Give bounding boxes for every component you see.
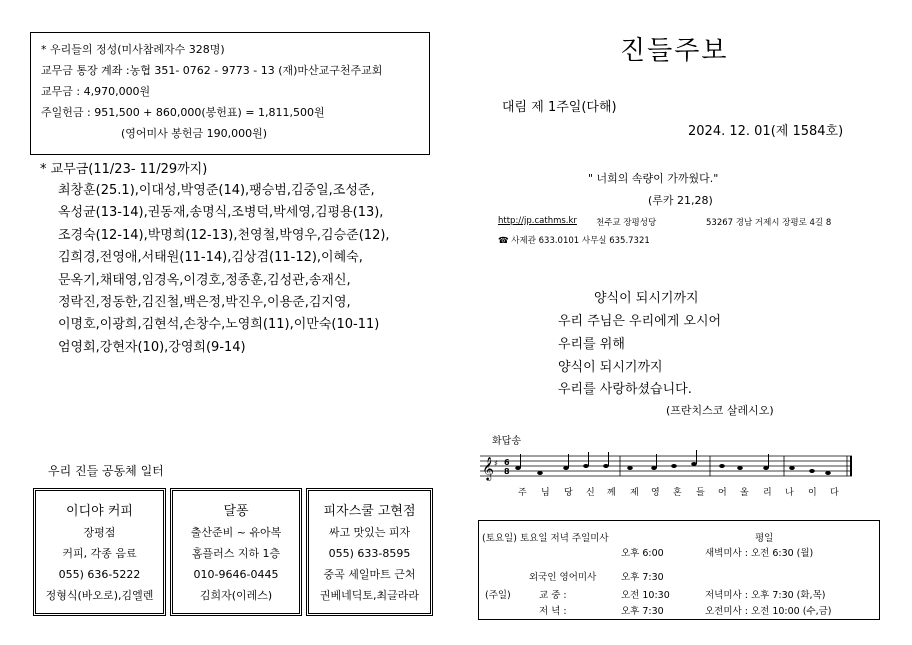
lyric-syllable: 주	[518, 488, 527, 498]
parish-name: 천주교 장평성당	[596, 218, 657, 228]
sunday-collection: 주일헌금 : 951,500 + 860,000(봉헌표) = 1,811,500원	[41, 106, 325, 119]
english-mass-offering: (영어미사 봉헌금 190,000원)	[121, 127, 268, 140]
music-staff	[478, 448, 858, 484]
parish-phone: ☎ 사제관 633.0101 사무실 635.7321	[498, 236, 650, 246]
lyric-syllable: 영	[651, 488, 660, 498]
offerers-line: 최창훈(25.1),이대성,박영준(14),팽승범,김중일,조성준,	[58, 183, 375, 198]
shop-line: 중곡 세일마트 근처	[323, 568, 416, 581]
lyric-syllable: 신	[586, 488, 595, 498]
shop-line: 싸고 맛있는 피자	[328, 526, 411, 539]
mass-schedule-box	[478, 520, 880, 620]
saturday-mass-time: 오후 6:00	[621, 548, 664, 559]
sunday-evening-time: 오후 7:30	[621, 606, 664, 617]
parish-url[interactable]: http://jp.cathms.kr	[498, 216, 577, 226]
offering-heading: * 우리들의 정성(미사참례자수 328명)	[41, 43, 225, 56]
lyric-syllable: 나	[785, 488, 794, 498]
lyric-syllable: 어	[718, 488, 727, 498]
svg-text:6: 6	[504, 458, 510, 467]
lyric-syllable: 제	[630, 488, 639, 498]
poem-line: 우리를 사랑하셨습니다.	[558, 382, 692, 397]
parish-address: 53267 경남 거제시 장평로 4길 8	[706, 218, 832, 228]
shop-line: 055) 633-8595	[328, 547, 411, 560]
psalm-label: 화답송	[492, 436, 521, 447]
shop-card	[306, 488, 433, 616]
saturday-mass-label: (토요일) 토요일 저녁 주일미사	[482, 533, 609, 544]
lyric-syllable: 이	[808, 488, 817, 498]
poem-line: 우리를 위해	[558, 337, 625, 352]
shop-line: 권베네딕토,최글라라	[319, 589, 420, 602]
sunday-evening-label: 저 녁 :	[539, 606, 567, 617]
lyric-syllable: 당	[564, 488, 573, 498]
shop-card	[170, 488, 302, 616]
lyric-syllable: 께	[607, 488, 616, 498]
svg-text:♯: ♯	[494, 459, 498, 468]
offerers-title: * 교무금(11/23- 11/29까지)	[40, 162, 208, 177]
liturgical-season: 대림 제 1주일(다해)	[502, 100, 617, 115]
lyric-syllable: 올	[740, 488, 749, 498]
sunday-main-time: 오전 10:30	[621, 590, 670, 601]
offerers-line: 김희경,전영애,서태원(11-14),김상겸(11-12),이혜숙,	[58, 250, 363, 266]
foreign-mass-label: 외국인 영어미사	[529, 572, 597, 583]
community-title: 우리 진들 공동체 일터	[48, 464, 164, 478]
scripture-quote: " 너희의 속량이 가까웠다."	[588, 172, 719, 185]
bulletin-title: 진들주보	[620, 36, 729, 66]
shop-line: 정형식(바오로),김엘렌	[45, 589, 154, 602]
offerers-line: 문옥기,채태영,임경옥,이경호,정종훈,김성관,송재신,	[58, 272, 351, 288]
offerers-line: 이명호,이광희,김현석,손창수,노영희(11),이만숙(10-11)	[58, 317, 380, 333]
lyric-syllable: 다	[830, 488, 839, 498]
poem-line: 우리 주님은 우리에게 오시어	[558, 314, 722, 329]
shop-line: 홈플러스 지하 1층	[191, 547, 281, 560]
svg-text:8: 8	[504, 467, 510, 476]
tithe-total: 교무금 : 4,970,000원	[41, 85, 151, 98]
sunday-label: (주일)	[485, 590, 511, 601]
sunday-main-label: 교 중 :	[539, 590, 567, 601]
shop-line: 커피, 각종 음료	[62, 547, 137, 560]
shop-line: 장평점	[83, 526, 116, 539]
shop-card	[33, 488, 166, 616]
offerers-list	[58, 180, 390, 359]
offerers-line: 옥성균(13-14),권동재,송명식,조병덕,박세영,김평용(13),	[58, 205, 384, 221]
account-info: 교무금 통장 계좌 :농협 351- 0762 - 9773 - 13 (재)마산교구천주교회	[41, 64, 383, 77]
weekday-title: 평일	[755, 533, 774, 544]
poem-author: (프란치스코 살레시오)	[666, 404, 774, 417]
shop-name: 이디야 커피	[66, 504, 133, 519]
offering-summary-box	[30, 32, 430, 155]
shop-line: 055) 636-5222	[58, 568, 141, 581]
poem-line: 양식이 되시기까지	[594, 291, 699, 306]
treble-clef-icon: 𝄞	[482, 456, 494, 480]
morning-weekday-mass: 오전미사 : 오전 10:00 (수,금)	[705, 606, 832, 617]
lyric-syllable: 님	[541, 488, 550, 498]
shop-line: 김희자(이레스)	[199, 589, 273, 602]
evening-weekday-mass: 저녁미사 : 오후 7:30 (화,목)	[705, 590, 826, 601]
foreign-mass-time: 오후 7:30	[621, 572, 664, 583]
lyric-syllable: 리	[763, 488, 772, 498]
shop-line: 010-9646-0445	[193, 568, 279, 581]
scripture-reference: (루카 21,28)	[648, 194, 713, 207]
shop-line: 출산준비 ~ 유아복	[190, 526, 282, 539]
offerers-line: 조경숙(12-14),박명희(12-13),천영철,박영우,김승준(12),	[58, 227, 390, 243]
offerers-line: 정락진,정동한,김진철,백은정,박진우,이용준,김지영,	[58, 295, 351, 311]
lyric-syllable: 들	[696, 488, 705, 498]
issue-date: 2024. 12. 01(제 1584호)	[688, 124, 844, 139]
offerers-line: 엄영회,강현자(10),강영희(9-14)	[58, 339, 246, 355]
shop-name: 달퐁	[223, 504, 249, 519]
dawn-mass: 새벽미사 : 오전 6:30 (월)	[705, 548, 814, 559]
poem-line: 양식이 되시기까지	[558, 360, 663, 375]
shop-name: 피자스쿨 고현점	[323, 504, 416, 519]
lyric-syllable: 혼	[673, 488, 682, 498]
